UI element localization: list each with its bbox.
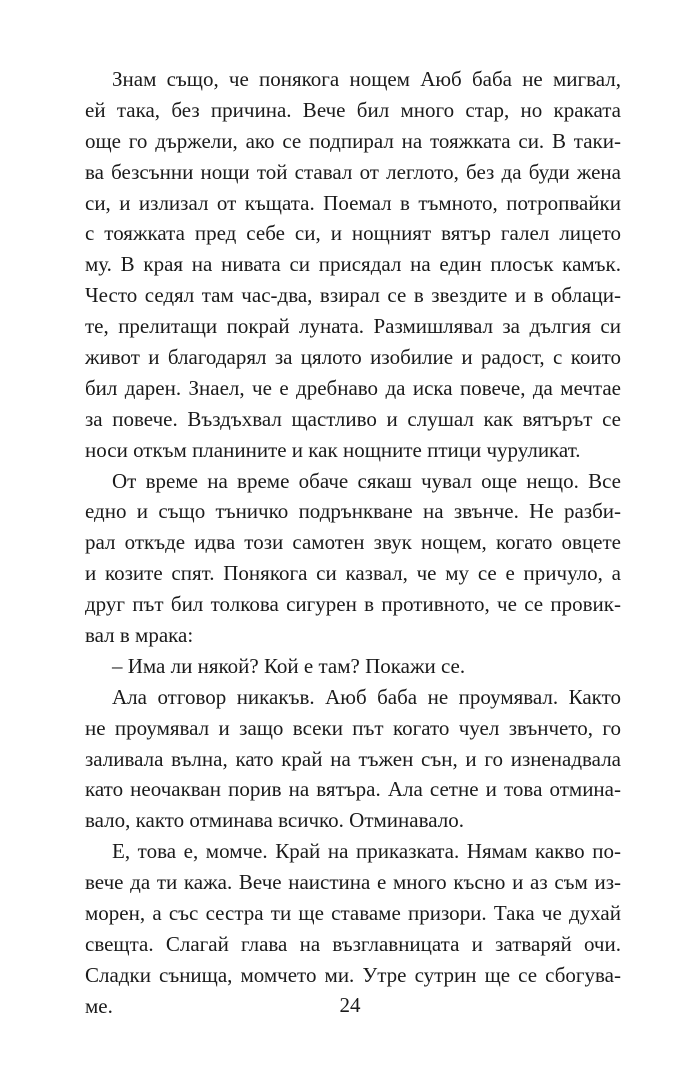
text-line: бил дарен. Знаел, че е дребнаво да иска повече, да мечтае [85, 375, 621, 400]
text-line: още го държели, ако се подпирал на тояжката си. В таки- [85, 128, 621, 153]
text-line: си, и излизал от къщата. Поемал в тъмното, потропвайки [85, 190, 621, 215]
text-line: му. В края на нивата си присядал на един плосък камък. [85, 252, 621, 277]
text-line: едно и също тъничко подрънкване на звънче. Не разби- [85, 499, 621, 524]
text-line: носи откъм планините и как нощните птици чуруликат. [85, 437, 581, 462]
text-line: живот и благодарял за цялото изобилие и радост, с които [85, 345, 621, 370]
paragraph [85, 466, 621, 651]
body-text [85, 64, 621, 1022]
text-line: Често седял там час-два, взирал се в звездите и в облаци- [85, 283, 621, 308]
text-line: те, прелитащи покрай луната. Размишлявал за дългия си [85, 314, 621, 339]
text-line: Знам също, че понякога нощем Аюб баба не мигвал, [112, 67, 621, 91]
text-line: заливала вълна, като край на тъжен сън, и го изненадвала [85, 746, 621, 771]
paragraph [85, 682, 621, 836]
text-line: Ала отговор никакъв. Аюб баба не проумявал. Както [112, 684, 621, 709]
text-line: рал откъде идва този самотен звук нощем, когато овцете [85, 530, 621, 555]
text-line: Сладки сънища, момчето ми. Утре сутрин ще се сбогува- [85, 962, 621, 987]
text-line: ей така, без причина. Вече бил много стар, но краката [85, 97, 621, 122]
text-line: не проумявал и защо всеки път когато чуел звънчето, го [85, 715, 621, 740]
text-line: ва безсънни нощи той ставал от леглото, без да буди жена [85, 159, 621, 184]
text-line: вал в мрака: [85, 623, 194, 648]
dialogue-line: – Има ли някой? Кой е там? Покажи се. [112, 653, 466, 678]
text-line: От време на време обаче сякаш чувал още нещо. Все [112, 468, 621, 493]
text-line: за повече. Въздъхвал щастливо и слушал как вятърът се [85, 406, 621, 431]
page-number: 24 [339, 993, 361, 1017]
text-line: с тояжката пред себе си, и нощният вятър галел лицето [85, 221, 621, 246]
text-line: вало, както отминава всичко. Отминавало. [85, 808, 464, 833]
text-line: ме. [85, 993, 113, 1018]
text-line: като неочакван порив на вятъра. Ала сетне и това отмина- [85, 777, 621, 802]
paragraph [85, 64, 621, 466]
text-line: Е, това е, момче. Край на приказката. Нямам какво по- [112, 839, 621, 864]
text-line: друг път бил толкова сигурен в противното, че се провик- [85, 592, 621, 617]
text-line: свещта. Слагай глава на възглавницата и затваряй очи. [85, 931, 621, 956]
text-line: вече да ти кажа. Вече наистина е много късно и аз съм из- [85, 870, 621, 895]
text-line: морен, а със сестра ти ще ставаме призори. Така че духай [85, 901, 621, 926]
dialogue-paragraph [85, 651, 621, 682]
text-line: и козите спят. Понякога си казвал, че му се е причуло, а [85, 561, 621, 586]
